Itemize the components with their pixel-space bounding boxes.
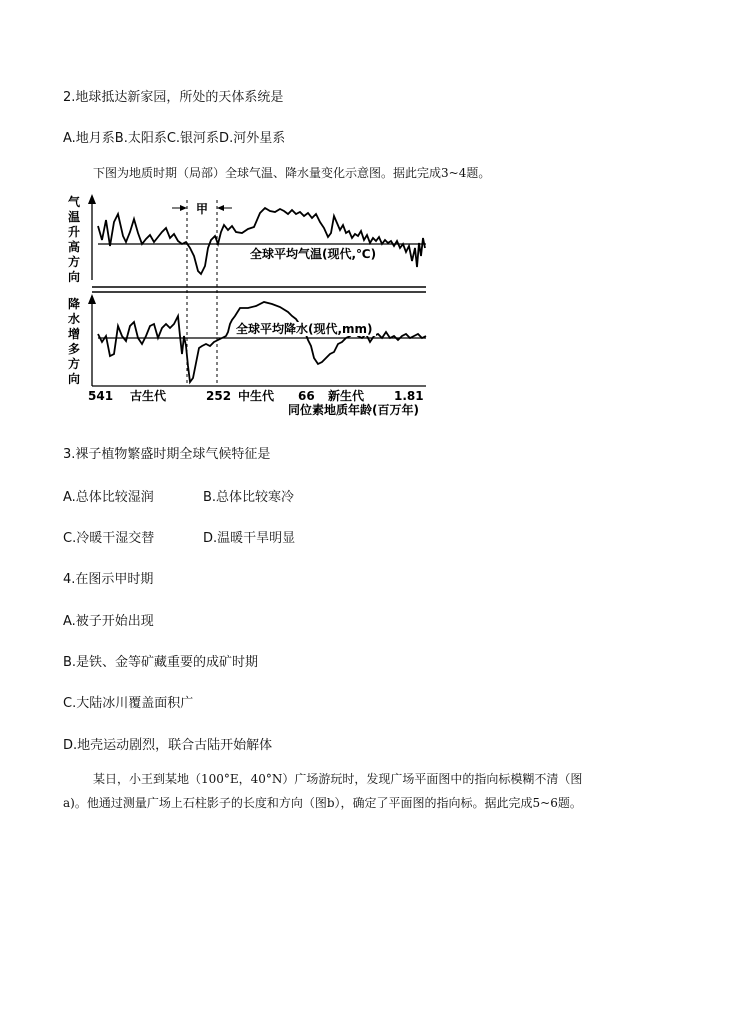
question-3-option-c: C.冷暖干湿交替 xyxy=(63,531,155,546)
question-2-options: A.地月系B.太阳系C.银河系D.河外星系 xyxy=(63,131,286,146)
temp-axis-char-2: 温 xyxy=(68,210,81,224)
temperature-curve xyxy=(98,208,425,274)
temp-axis xyxy=(68,194,96,284)
temp-axis-char-6: 向 xyxy=(68,270,81,284)
precip-axis-char-3: 增 xyxy=(68,327,81,341)
question-3-option-b: B.总体比较寒冷 xyxy=(203,490,295,505)
precip-axis-char-2: 水 xyxy=(68,312,81,326)
precipitation-curve xyxy=(98,302,426,382)
question-4-option-b: B.是铁、金等矿藏重要的成矿时期 xyxy=(63,655,259,670)
temp-axis-char-5: 方 xyxy=(68,255,81,269)
x-axis-title: 同位素地质年龄(百万年) xyxy=(288,403,419,417)
period-label: 甲 xyxy=(195,202,209,216)
temp-axis-char-3: 升 xyxy=(68,225,81,239)
precip-axis-char-5: 方 xyxy=(68,357,81,371)
precip-axis-char-6: 向 xyxy=(68,372,81,386)
x-tick-541: 541 xyxy=(88,389,114,403)
precip-axis-char-1: 降 xyxy=(68,297,81,311)
question-2-stem: 2.地球抵达新家园，所处的天体系统是 xyxy=(63,90,284,105)
era-label-mesozoic: 中生代 xyxy=(238,389,275,403)
precip-reference-label: 全球平均降水(现代,mm) xyxy=(236,322,373,336)
precip-axis-char-4: 多 xyxy=(68,342,81,356)
question-4-stem: 4.在图示甲时期 xyxy=(63,572,154,587)
question-4-option-c: C.大陆冰川覆盖面积广 xyxy=(63,696,194,711)
precip-axis xyxy=(68,294,96,386)
temp-axis-char-4: 高 xyxy=(68,240,81,254)
chart-intro-text: 下图为地质时期（局部）全球气温、降水量变化示意图。据此完成3~4题。 xyxy=(93,166,491,180)
era-label-paleozoic: 古生代 xyxy=(130,389,167,403)
temp-reference-label: 全球平均气温(现代,℃) xyxy=(250,247,377,261)
x-tick-252: 252 xyxy=(206,389,232,403)
question-3-option-d: D.温暖干旱明显 xyxy=(203,531,296,546)
scenario-intro-line-1: 某日，小王到某地（100°E，40°N）广场游玩时，发现广场平面图中的指向标模糊不清（图 xyxy=(93,772,583,786)
x-tick-1-81: 1.81 xyxy=(394,389,424,403)
era-label-cenozoic: 新生代 xyxy=(328,389,365,403)
climate-chart xyxy=(60,186,432,418)
temp-axis-char-1: 气 xyxy=(68,195,81,209)
question-4-option-a: A.被子开始出现 xyxy=(63,614,154,629)
question-3-option-a: A.总体比较湿润 xyxy=(63,490,154,505)
question-4-option-d: D.地壳运动剧烈，联合古陆开始解体 xyxy=(63,738,273,753)
question-3-stem: 3.裸子植物繁盛时期全球气候特征是 xyxy=(63,447,271,462)
scenario-intro-line-2: a)。他通过测量广场上石柱影子的长度和方向（图b），确定了平面图的指向标。据此完成5~6题。 xyxy=(63,796,582,810)
x-tick-66: 66 xyxy=(298,389,315,403)
